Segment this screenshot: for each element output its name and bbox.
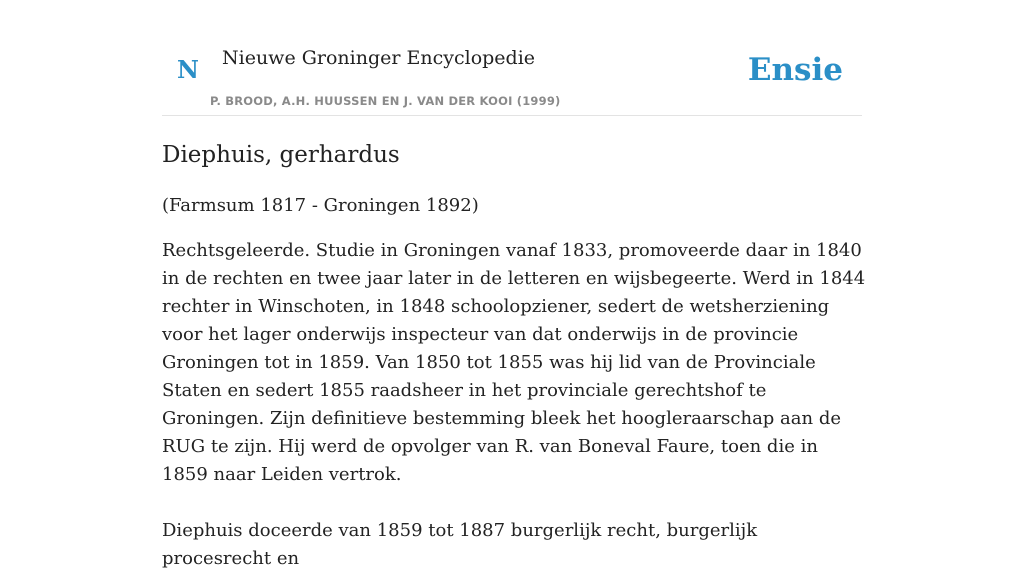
header [162, 0, 862, 116]
book-logo-icon[interactable]: N [177, 55, 199, 84]
entry-title: Diephuis, gerhardus [162, 142, 400, 168]
entry-body [162, 237, 866, 573]
book-title[interactable]: Nieuwe Groninger Encyclopedie [222, 47, 536, 69]
page [162, 0, 866, 573]
entry-paragraph: Diephuis doceerde van 1859 tot 1887 burgerlijk recht, burgerlijk procesrecht en [162, 520, 758, 569]
book-authors: P. BROOD, A.H. HUUSSEN EN J. VAN DER KOOI (1999) [210, 94, 561, 108]
ensie-logo-link[interactable]: Ensie [747, 52, 843, 88]
entry-paragraph: Rechtsgeleerde. Studie in Groningen vanaf 1833, promoveerde daar in 1840 in de rechten en twee jaar later in de letteren en wijsbegeerte. Werd in 1844 rechter in Winschoten, in 1848 schoolopziener, sedert de wetsherziening voor het lager onderwijs inspecteur van dat onderwijs in de provincie Groningen tot in 1859. Van 1850 tot 1855 was hij lid van de Provinciale Staten en sedert 1855 raadsheer in het provinciale gerechtshof te Groningen. Zijn definitieve bestemming bleek het hoogleraarschap aan de RUG te zijn. Hij werd de opvolger van R. van Boneval Faure, toen die in 1859 naar Leiden vertrok. [162, 240, 866, 485]
entry-subtitle: (Farmsum 1817 - Groningen 1892) [162, 195, 479, 216]
